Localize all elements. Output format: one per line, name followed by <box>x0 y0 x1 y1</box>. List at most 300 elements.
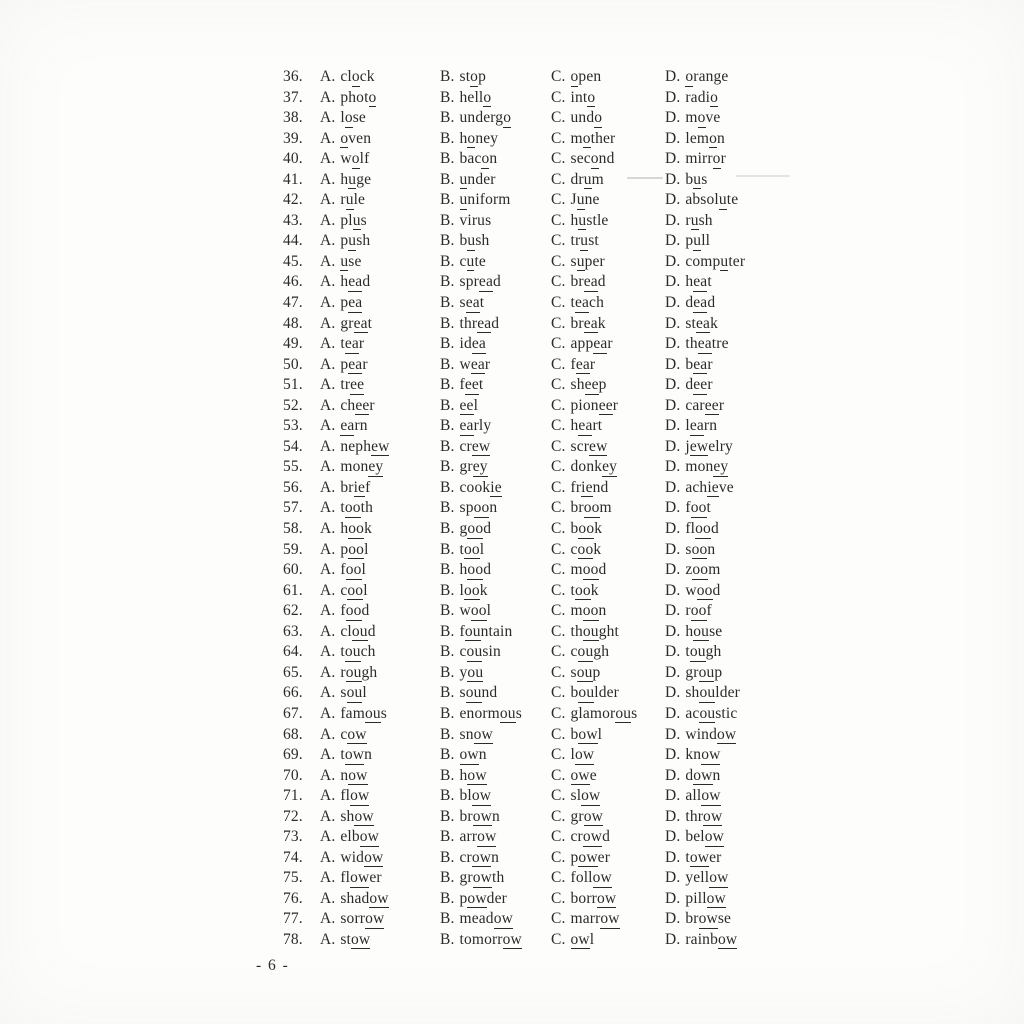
option-word: mirror <box>685 150 726 168</box>
underlined-letters: u <box>693 170 702 188</box>
option-letter: C. <box>551 211 566 229</box>
option-word: down <box>685 766 721 784</box>
option-word: show <box>340 807 374 825</box>
option-word: grow <box>570 807 603 825</box>
question-row <box>283 88 805 109</box>
option-word: cloud <box>340 622 376 640</box>
underlined-letters: oo <box>347 581 364 599</box>
option-word: computer <box>685 252 746 270</box>
option-word: thread <box>459 314 500 332</box>
question-number: 46. <box>283 273 303 291</box>
option-letter: C. <box>551 355 566 373</box>
question-number: 69. <box>283 746 303 764</box>
question-number: 62. <box>283 602 303 620</box>
option-letter: A. <box>320 766 336 784</box>
question-number: 71. <box>283 787 303 805</box>
underlined-letters: ow <box>698 910 718 928</box>
option-word: heat <box>685 273 712 291</box>
option-d <box>665 745 805 766</box>
option-c <box>551 560 665 581</box>
option-word: crown <box>459 848 500 866</box>
option-letter: C. <box>551 910 566 928</box>
underlined-letters: o <box>351 68 360 85</box>
underlined-letters: ee <box>598 396 613 414</box>
option-a <box>320 478 440 499</box>
underlined-letters: ow <box>578 848 598 866</box>
option-word: window <box>685 725 737 743</box>
underlined-letters: o <box>582 129 591 147</box>
underlined-letters: u <box>693 232 702 250</box>
option-c <box>551 478 665 499</box>
underlined-letters: oo <box>692 561 709 579</box>
option-b <box>440 314 551 335</box>
underlined-letters: oo <box>574 581 591 599</box>
option-c <box>551 519 665 540</box>
option-letter: C. <box>551 314 566 332</box>
question-row <box>283 745 805 766</box>
option-letter: B. <box>440 273 455 291</box>
option-letter: A. <box>320 848 336 866</box>
option-a <box>320 807 440 828</box>
option-letter: B. <box>440 766 455 784</box>
underlined-letters: u <box>459 170 468 188</box>
underlined-letters: ow <box>477 828 497 846</box>
question-row <box>283 766 805 787</box>
underlined-letters: ou <box>698 663 715 681</box>
underlined-letters: ee <box>355 396 370 414</box>
question-row <box>283 437 805 458</box>
underlined-letters: ow <box>359 828 380 846</box>
underlined-letters: ey <box>602 458 618 476</box>
option-letter: D. <box>665 191 681 209</box>
option-d <box>665 766 805 787</box>
option-a <box>320 745 440 766</box>
option-word: allow <box>685 787 721 805</box>
option-c <box>551 437 665 458</box>
option-c <box>551 683 665 704</box>
option-word: roof <box>685 602 712 620</box>
option-word: pear <box>340 355 368 373</box>
question-number: 74. <box>283 848 303 866</box>
option-b <box>440 498 551 519</box>
option-letter: A. <box>320 68 336 85</box>
option-b <box>440 457 551 478</box>
underlined-letters: ea <box>340 417 355 435</box>
underlined-letters: ow <box>351 930 371 948</box>
option-word: grey <box>459 458 488 476</box>
underlined-letters: u <box>580 232 589 250</box>
option-letter: A. <box>320 930 336 948</box>
question-row <box>283 540 805 561</box>
option-c <box>551 457 665 478</box>
option-letter: D. <box>665 746 681 764</box>
option-word: friend <box>570 478 609 496</box>
option-word: under <box>459 170 496 188</box>
option-a <box>320 642 440 663</box>
option-letter: B. <box>440 581 455 599</box>
option-letter: A. <box>320 396 336 414</box>
option-letter: B. <box>440 129 455 147</box>
option-letter: D. <box>665 643 681 661</box>
question-row <box>283 519 805 540</box>
option-word: tear <box>340 335 365 353</box>
option-word: cow <box>340 725 367 743</box>
option-letter: A. <box>320 294 336 312</box>
option-word: brief <box>340 478 371 496</box>
question-number: 47. <box>283 294 303 312</box>
underlined-letters: ow <box>717 930 738 948</box>
option-a <box>320 252 440 273</box>
option-d <box>665 848 805 869</box>
option-letter: C. <box>551 232 566 250</box>
option-word: fear <box>570 355 596 373</box>
question-number: 55. <box>283 458 303 476</box>
option-d <box>665 67 805 88</box>
option-d <box>665 581 805 602</box>
option-word: shadow <box>340 889 389 907</box>
underlined-letters: u <box>348 170 357 188</box>
option-word: how <box>459 766 487 784</box>
option-word: heart <box>570 417 603 435</box>
underlined-letters: oo <box>473 499 490 517</box>
option-word: soup <box>570 663 601 681</box>
option-letter: A. <box>320 109 336 127</box>
option-letter: A. <box>320 150 336 168</box>
option-letter: B. <box>440 109 455 127</box>
question-row <box>283 889 805 910</box>
underlined-letters: ea <box>583 314 598 332</box>
option-word: lose <box>340 109 366 127</box>
option-a <box>320 396 440 417</box>
option-word: plus <box>340 211 367 229</box>
option-letter: D. <box>665 376 681 394</box>
option-word: steak <box>685 314 718 332</box>
option-d <box>665 478 805 499</box>
option-word: move <box>685 109 721 127</box>
option-word: idea <box>459 335 486 353</box>
underlined-letters: oo <box>467 561 484 579</box>
underlined-letters: oo <box>583 499 600 517</box>
option-letter: D. <box>665 68 681 85</box>
option-letter: B. <box>440 828 455 846</box>
option-word: undo <box>570 109 603 127</box>
option-d <box>665 129 805 150</box>
option-word: food <box>340 602 370 620</box>
option-word: pioneer <box>570 396 619 414</box>
underlined-letters: u <box>459 191 468 209</box>
option-c <box>551 211 665 232</box>
question-row <box>283 930 805 951</box>
underlined-letters: u <box>578 211 587 229</box>
question-number: 60. <box>283 561 303 579</box>
question-row <box>283 457 805 478</box>
underlined-letters: ow <box>493 910 513 928</box>
option-word: earn <box>340 417 368 435</box>
option-letter: B. <box>440 725 455 743</box>
underlined-letters: ow <box>704 828 725 846</box>
underlined-letters: ou <box>467 663 484 681</box>
question-number: 54. <box>283 437 303 455</box>
option-letter: A. <box>320 499 336 517</box>
question-row <box>283 108 805 129</box>
question-row <box>283 560 805 581</box>
option-a <box>320 272 440 293</box>
option-word: rush <box>685 211 713 229</box>
option-d <box>665 807 805 828</box>
option-b <box>440 437 551 458</box>
option-letter: A. <box>320 520 336 538</box>
option-b <box>440 601 551 622</box>
option-letter: B. <box>440 602 455 620</box>
option-word: blow <box>459 787 492 805</box>
option-word: huge <box>340 170 372 188</box>
option-word: rule <box>340 191 366 209</box>
option-letter: B. <box>440 869 455 887</box>
option-letter: C. <box>551 930 566 948</box>
option-letter: C. <box>551 88 566 106</box>
question-row <box>283 252 805 273</box>
underlined-letters: ow <box>467 889 487 907</box>
option-c <box>551 766 665 787</box>
option-c <box>551 848 665 869</box>
option-d <box>665 437 805 458</box>
underlined-letters: ee <box>584 376 599 394</box>
option-letter: B. <box>440 232 455 250</box>
option-letter: D. <box>665 889 681 907</box>
option-word: wolf <box>340 150 370 168</box>
option-c <box>551 581 665 602</box>
question-number: 68. <box>283 725 303 743</box>
option-word: fountain <box>459 622 513 640</box>
underlined-letters: ea <box>348 355 363 373</box>
underlined-letters: ie <box>353 478 366 496</box>
underlined-letters: ow <box>472 869 492 887</box>
option-word: break <box>570 314 606 332</box>
option-word: cough <box>570 643 610 661</box>
underlined-letters: ow <box>570 766 590 784</box>
underlined-letters: ow <box>581 787 601 805</box>
option-word: tower <box>685 848 722 866</box>
question-number: 36. <box>283 68 303 85</box>
option-b <box>440 67 551 88</box>
option-a <box>320 314 440 335</box>
option-word: wear <box>459 355 491 373</box>
option-c <box>551 396 665 417</box>
option-letter: D. <box>665 807 681 825</box>
underlined-letters: ow <box>350 869 370 887</box>
question-number: 64. <box>283 643 303 661</box>
question-number: 38. <box>283 109 303 127</box>
question-number: 76. <box>283 889 303 907</box>
underlined-letters: ow <box>582 828 603 846</box>
question-row <box>283 314 805 335</box>
option-c <box>551 745 665 766</box>
option-a <box>320 519 440 540</box>
option-a <box>320 375 440 396</box>
option-a <box>320 848 440 869</box>
option-word: bowl <box>570 725 603 743</box>
option-letter: A. <box>320 622 336 640</box>
underlined-letters: ou <box>465 684 482 702</box>
option-word: tomorrow <box>459 930 522 948</box>
option-letter: C. <box>551 704 566 722</box>
option-letter: A. <box>320 828 336 846</box>
option-a <box>320 663 440 684</box>
option-b <box>440 930 551 951</box>
option-letter: D. <box>665 930 681 948</box>
underlined-letters: ow <box>364 848 384 866</box>
option-letter: B. <box>440 88 455 106</box>
option-word: low <box>570 746 595 764</box>
option-letter: A. <box>320 335 336 353</box>
option-letter: B. <box>440 704 455 722</box>
option-d <box>665 601 805 622</box>
option-letter: B. <box>440 211 455 229</box>
option-letter: B. <box>440 684 455 702</box>
option-a <box>320 930 440 951</box>
option-letter: A. <box>320 561 336 579</box>
option-word: trust <box>570 232 599 250</box>
option-letter: A. <box>320 376 336 394</box>
option-letter: D. <box>665 232 681 250</box>
option-word: hood <box>459 561 492 579</box>
option-letter: C. <box>551 766 566 784</box>
option-letter: A. <box>320 191 336 209</box>
question-number: 49. <box>283 335 303 353</box>
option-letter: B. <box>440 540 455 558</box>
underlined-letters: ie <box>581 478 593 496</box>
option-c <box>551 540 665 561</box>
option-b <box>440 725 551 746</box>
option-b <box>440 909 551 930</box>
option-letter: D. <box>665 499 681 517</box>
underlined-letters: ey <box>713 458 729 476</box>
option-word: cute <box>459 252 486 270</box>
option-word: throw <box>685 807 723 825</box>
option-word: foot <box>685 499 711 517</box>
underlined-letters: oo <box>463 540 480 558</box>
question-row <box>283 293 805 314</box>
underlined-letters: ew <box>689 437 709 455</box>
underlined-letters: ee <box>459 396 474 414</box>
option-word: second <box>570 150 615 168</box>
option-letter: B. <box>440 478 455 496</box>
option-letter: D. <box>665 869 681 887</box>
option-word: powder <box>459 889 507 907</box>
underlined-letters: ee <box>350 376 365 394</box>
underlined-letters: ow <box>570 930 590 948</box>
option-b <box>440 540 551 561</box>
option-letter: D. <box>665 109 681 127</box>
option-letter: C. <box>551 663 566 681</box>
option-letter: B. <box>440 807 455 825</box>
option-a <box>320 889 440 910</box>
underlined-letters: ou <box>466 643 483 661</box>
option-word: wool <box>459 602 492 620</box>
underlined-letters: ow <box>365 910 385 928</box>
option-letter: C. <box>551 335 566 353</box>
option-word: orange <box>685 68 729 85</box>
question-row <box>283 170 805 191</box>
option-b <box>440 108 551 129</box>
option-word: boulder <box>570 684 619 702</box>
option-letter: A. <box>320 314 336 332</box>
option-word: moon <box>570 602 607 620</box>
option-a <box>320 540 440 561</box>
option-d <box>665 725 805 746</box>
option-a <box>320 498 440 519</box>
question-row <box>283 683 805 704</box>
option-word: lemon <box>685 129 725 147</box>
question-number: 42. <box>283 191 303 209</box>
option-a <box>320 170 440 191</box>
option-c <box>551 868 665 889</box>
question-number: 70. <box>283 766 303 784</box>
option-word: group <box>685 663 723 681</box>
option-b <box>440 683 551 704</box>
option-b <box>440 293 551 314</box>
underlined-letters: ou <box>699 684 716 702</box>
option-letter: D. <box>665 150 681 168</box>
option-word: head <box>340 273 371 291</box>
underlined-letters: ea <box>693 294 708 312</box>
option-letter: A. <box>320 581 336 599</box>
option-letter: A. <box>320 478 336 496</box>
option-word: famous <box>340 704 387 722</box>
option-letter: D. <box>665 663 681 681</box>
underlined-letters: oo <box>348 540 365 558</box>
option-word: growth <box>459 869 505 887</box>
underlined-letters: ea <box>478 273 493 291</box>
option-word: honey <box>459 129 499 147</box>
option-letter: C. <box>551 252 566 270</box>
option-d <box>665 560 805 581</box>
option-word: broom <box>570 499 612 517</box>
underlined-letters: ow <box>693 766 713 784</box>
option-b <box>440 252 551 273</box>
option-c <box>551 190 665 211</box>
option-letter: C. <box>551 828 566 846</box>
option-word: took <box>570 581 599 599</box>
underlined-letters: u <box>345 191 354 209</box>
option-word: cook <box>570 540 602 558</box>
option-word: deer <box>685 376 713 394</box>
underlined-letters: oo <box>690 602 707 620</box>
option-d <box>665 498 805 519</box>
option-word: tool <box>459 540 485 558</box>
option-b <box>440 622 551 643</box>
underlined-letters: u <box>576 252 585 270</box>
option-word: dead <box>685 294 716 312</box>
option-b <box>440 334 551 355</box>
option-a <box>320 683 440 704</box>
option-letter: D. <box>665 129 681 147</box>
underlined-letters: oo <box>577 540 594 558</box>
option-b <box>440 129 551 150</box>
option-word: bus <box>685 170 708 188</box>
option-a <box>320 827 440 848</box>
question-number: 40. <box>283 150 303 168</box>
option-d <box>665 704 805 725</box>
scan-artifact-dash <box>736 175 790 177</box>
underlined-letters: ea <box>583 273 598 291</box>
option-letter: A. <box>320 88 336 106</box>
option-letter: A. <box>320 643 336 661</box>
underlined-letters: oo <box>344 499 361 517</box>
underlined-letters: ea <box>696 314 711 332</box>
question-number: 65. <box>283 663 303 681</box>
option-word: enormous <box>459 704 522 722</box>
